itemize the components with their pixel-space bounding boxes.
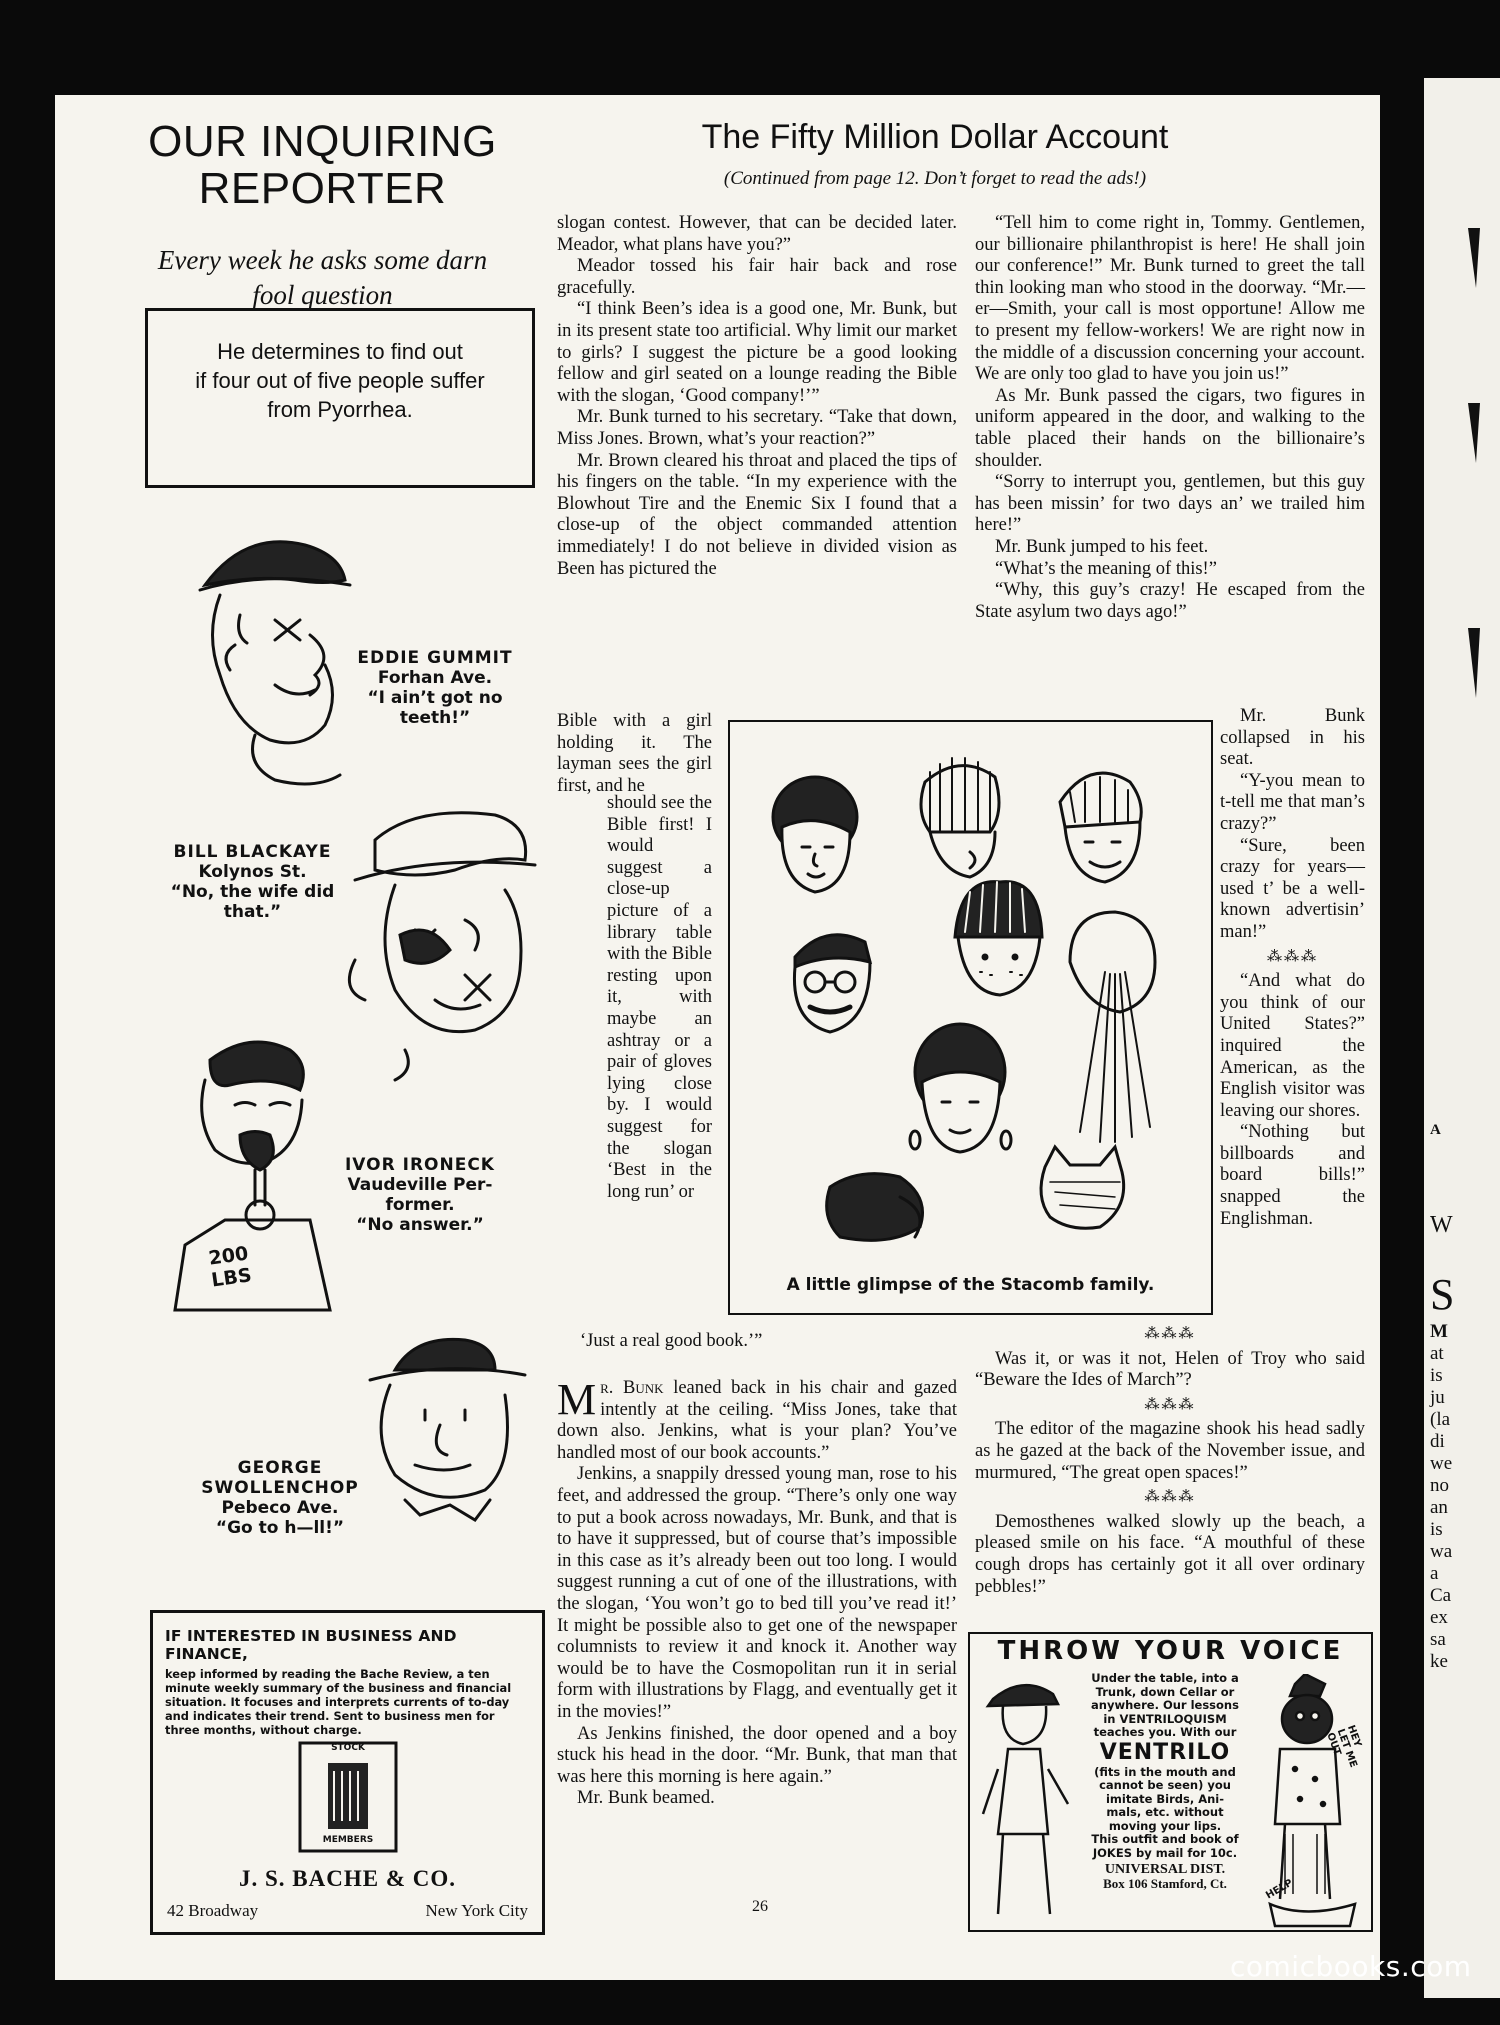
article-paragraph: Mr. Bunk beamed. (577, 1788, 715, 1809)
section-divider: ⁂⁂⁂ (1267, 948, 1318, 965)
section-divider: ⁂⁂⁂ (1144, 1326, 1196, 1342)
illustration-caption: A little glimpse of the Stacomb family. (786, 1275, 1155, 1295)
article-paragraph: should see the Bible first! I would suggest a close-up picture of a library table with the Bible resting upon it, with maybe an ashtray or a pair of gloves lying close by. I would suggest for the slogan ‘Best in the long run’ or (607, 793, 712, 1202)
ventrilo-line: This outfit and book of (1091, 1832, 1239, 1846)
article-paragraph: “And what do you think of our United States?” inquired the American, as the English visitor was leaving our shores. (1220, 971, 1365, 1121)
adjacent-fragment: is (1430, 1365, 1443, 1386)
person-george-swollenchop (180, 1458, 380, 1538)
bill-blackaye-cartoon (335, 800, 545, 1085)
person-address: former. (385, 1195, 455, 1215)
person-quote: “No, the wife did (170, 882, 335, 902)
article-column-1-end (580, 1331, 960, 1353)
adjacent-fragment: ju (1430, 1387, 1445, 1408)
column-title-line: OUR INQUIRING (148, 117, 497, 166)
bache-headline: IF INTERESTED IN BUSINESS AND FINANCE, (165, 1627, 457, 1663)
ventrilo-line: (fits in the mouth and (1094, 1764, 1236, 1779)
adjacent-fragment: a (1430, 1563, 1439, 1584)
person-quote: “I ain’t got no (367, 688, 503, 708)
section-divider: ⁂⁂⁂ (1144, 1489, 1196, 1506)
adjacent-fragment: wa (1430, 1541, 1453, 1562)
adjacent-page-letter-marks (1424, 198, 1500, 898)
article-paragraph: “What’s the meaning of this!” (995, 558, 1217, 579)
person-address: Kolynos St. (198, 862, 307, 882)
small-caps-lead: r. Bunk (600, 1378, 664, 1398)
article-paragraph: “Why, this guy’s crazy! He escaped from the State asylum two days ago!” (975, 580, 1365, 622)
emblem-top-text: STOCK (331, 1743, 365, 1753)
bache-address (167, 1901, 528, 1921)
article-column-2-top (975, 213, 1365, 623)
question-line: if four out of five people suffer (195, 368, 485, 393)
ventrilo-line: Trunk, down Cellar or (1095, 1684, 1235, 1699)
article-paragraph: Meador tossed his fair hair back and rose gracefully. (557, 256, 957, 298)
person-name: SWOLLENCHOP (201, 1478, 359, 1498)
adjacent-fragment: (la (1430, 1409, 1451, 1430)
article-paragraph: “Sorry to interrupt you, gentlemen, but this guy has been missin’ for two days an’ we trailed him here!” (975, 472, 1365, 536)
article-paragraph: “Sure, been crazy for years—used t’ be a well-known advertisin’ man!” (1220, 835, 1365, 942)
article-paragraph: Bible with a girl holding it. The layman sees the girl first, and he (557, 711, 712, 796)
ventrilo-line: cannot be seen) you (1099, 1778, 1231, 1792)
adjacent-fragment: sa (1430, 1629, 1446, 1650)
article-title: The Fifty Million Dollar Account (701, 118, 1169, 156)
ventrilo-line: imitate Birds, Ani- (1105, 1791, 1225, 1806)
article-paragraph: slogan contest. However, that can be decided later. Meador, what plans have you?” (557, 213, 957, 255)
weight-label-unit: LBS (210, 1264, 254, 1292)
paragraph-text: leaned back in his chair and gazed intently at the ceiling. “Miss Jones, take that down also. Jenkins, what is your plan? You’ve handled most of our book accounts.” (557, 1378, 957, 1463)
adjacent-fragment: ke (1430, 1651, 1448, 1672)
article-paragraph: Was it, or was it not, Helen of Troy who said “Beware the Ides of March”? (975, 1348, 1365, 1391)
article-paragraph: Mr. Brown cleared his throat and placed the tips of his fingers on the table. “In my experience with the Blowhout Tire and the Enemic Six I found that a close-up of the object commanded attention immediately! I do not believe in divided vision as Been has pictured the (557, 450, 957, 579)
adjacent-fragment: we (1430, 1453, 1453, 1474)
article-paragraph: Demosthenes walked slowly up the beach, a pleased smile on his face. “A mouthful of these cough drops has certainly got it all over ordinary pebbles!” (975, 1511, 1365, 1597)
article-paragraph: As Jenkins finished, the door opened and a boy stuck his head in the door. “Mr. Bunk, that man that was here this morning is here again.” (557, 1723, 957, 1787)
article-continued-note: (Continued from page 12. Don’t forget to read the ads!) (723, 168, 1147, 189)
article-paragraph: ‘Just a real good book.’” (580, 1331, 763, 1351)
article-paragraph: Mr. Bunk collapsed in his seat. (1220, 706, 1365, 770)
question-box (145, 308, 535, 488)
trunk-speech-bubble: HELP (1264, 1877, 1295, 1902)
person-name: EDDIE GUMMIT (357, 648, 513, 668)
george-swollenchop-cartoon (355, 1325, 530, 1535)
article-column-1-top (557, 213, 957, 580)
person-quote: “Go to h—ll!” (215, 1518, 345, 1538)
bache-city: New York City (425, 1901, 528, 1920)
article-paragraph: “Tell him to come right in, Tommy. Gentlemen, our billionaire philanthropist is here! He shall join our conference!” Mr. Bunk turned to greet the tall thin looking man who stood in the doorway. “Mr.—er—Smith, your call is most opportune! Allow me to present my fellow-workers! We are right now in the middle of a discussion concerning your account. We are only too glad to have you join us!” (975, 213, 1365, 385)
ventrilo-body (1070, 1672, 1260, 1890)
adjacent-fragment: is (1430, 1519, 1443, 1540)
article-paragraph: The editor of the magazine shook his head sadly as he gazed at the back of the November issue, and murmured, “The great open spaces!” (975, 1419, 1365, 1483)
article-paragraph: As Mr. Bunk passed the cigars, two figures in uniform appeared in the door, and walking to the table placed their hands on the billionaire’s shoulder. (975, 385, 1365, 471)
emblem-bottom-text: MEMBERS (322, 1835, 374, 1845)
adjacent-fragment: S (1430, 1270, 1455, 1319)
person-address: Forhan Ave. (377, 668, 493, 688)
drop-cap: M (557, 1375, 597, 1424)
person-name: IVOR IRONECK (344, 1155, 495, 1175)
adjacent-fragment: at (1430, 1343, 1444, 1364)
article-column-2-bottom (975, 1321, 1365, 1598)
question-line: from Pyorrhea. (267, 397, 413, 422)
adjacent-fragment: A (1430, 1122, 1441, 1138)
bache-body: keep informed by reading the Bache Review, a ten minute weekly summary of the business and financial situation. It focuses and interprets currents of to-day and indicates their trend. Sent to business men for three months, without charge. (165, 1667, 512, 1737)
article-column-1-narrow-a (557, 711, 712, 797)
person-quote: that.” (223, 902, 282, 922)
bache-street: 42 Broadway (167, 1901, 259, 1920)
adjacent-fragment: an (1430, 1497, 1448, 1518)
ventrilo-headline: THROW YOUR VOICE (997, 1636, 1344, 1666)
column-subtitle (85, 243, 560, 313)
person-eddie-gummit (320, 648, 550, 728)
page-number: 26 (752, 1898, 768, 1915)
article-column-1-bottom (557, 1375, 957, 1810)
ventrilo-product-name: VENTRILO (1099, 1739, 1231, 1765)
site-watermark: comicbooks.com (1230, 1950, 1472, 1983)
ventrilo-company: UNIVERSAL DIST. (1104, 1862, 1226, 1877)
ventrilo-advertisement (968, 1632, 1373, 1932)
ventrilo-line: anywhere. Our lessons (1091, 1698, 1239, 1712)
stacomb-heads-drawing (730, 722, 1210, 1262)
article-paragraph: Jenkins, a snappily dressed young man, rose to his feet, and addressed the group. “There’s only one way to put a book across nowadays, Mr. Bunk, and that is to have it suppressed, but of course that’s impossible in this case as it’s already been out too long. I would suggest running a cut of one of the illustrations, with the slogan, ‘You won’t go to bed till you’ve read it!’ It might be possible also to get one of the newspaper columnists to review it and knock it. Another way would be to have the Cosmopolitan run it in serial form with illustrations by Flagg, and eventually get it in the movies!” (557, 1464, 957, 1722)
column-subtitle-line: Every week he asks some darn (157, 245, 488, 275)
question-line: He determines to find out (217, 339, 463, 364)
adjacent-fragment: M (1430, 1321, 1448, 1342)
person-ivor-ironeck (315, 1155, 525, 1235)
person-name: GEORGE (237, 1458, 323, 1478)
adjacent-fragment: W (1430, 1212, 1453, 1238)
person-name: BILL BLACKAYE (173, 842, 332, 862)
article-paragraph (557, 1375, 957, 1464)
adjacent-fragment: Ca (1430, 1585, 1452, 1606)
adjacent-page-strip (1424, 78, 1500, 1998)
column-title-line: REPORTER (198, 164, 447, 213)
ventrilo-line: in VENTRILOQUISM (1103, 1711, 1227, 1726)
ventrilo-line: mals, etc. without (1106, 1805, 1224, 1819)
article-paragraph: Mr. Bunk jumped to his feet. (995, 536, 1209, 557)
ventrilo-line: moving your lips. (1108, 1818, 1222, 1833)
ventrilo-line: teaches you. With our (1093, 1725, 1237, 1739)
ventrilo-line: JOKES by mail for 10c. (1092, 1845, 1238, 1860)
ventrilo-line: Under the table, into a (1091, 1671, 1239, 1685)
column-title (85, 118, 560, 212)
person-address: Vaudeville Per- (347, 1175, 493, 1195)
dummy-speech-bubble: HEY LET ME OUT (1324, 1723, 1363, 1770)
ventrilo-address: Box 106 Stamford, Ct. (1103, 1875, 1227, 1891)
person-quote: “No answer.” (356, 1215, 484, 1235)
adjacent-fragment: ex (1430, 1607, 1448, 1628)
ventriloquist-man-drawing (978, 1674, 1073, 1924)
article-paragraph: “I think Been’s idea is a good one, Mr. Bunk, but in its present state too artificial. Why limit our market to girls? I suggest the picture be a good looking fellow and girl seated on a lounge reading the Bible with the slogan, ‘Good company!’” (557, 299, 957, 406)
column-subtitle-line: fool question (252, 280, 393, 310)
weight-label-number: 200 (207, 1242, 250, 1270)
adjacent-fragment: di (1430, 1431, 1445, 1452)
article-column-1-narrow-b (607, 793, 712, 1203)
bache-advertisement (150, 1610, 545, 1935)
person-quote: teeth!” (399, 708, 471, 728)
section-divider: ⁂⁂⁂ (1144, 1396, 1196, 1413)
article-paragraph: “Y-you mean to t-tell me that man’s crazy?” (1220, 770, 1365, 834)
article-column-2-narrow (1220, 706, 1365, 1230)
article-paragraph: “Nothing but billboards and board bills!” snapped the Englishman. (1220, 1122, 1365, 1229)
person-bill-blackaye (145, 842, 360, 922)
stacomb-family-illustration (728, 720, 1213, 1315)
article-paragraph: Mr. Bunk turned to his secretary. “Take that down, Miss Jones. Brown, what’s your reaction?” (557, 407, 957, 449)
person-address: Pebeco Ave. (221, 1498, 339, 1518)
adjacent-fragment: no (1430, 1475, 1449, 1496)
bache-company-name: J. S. BACHE & CO. (239, 1866, 456, 1891)
